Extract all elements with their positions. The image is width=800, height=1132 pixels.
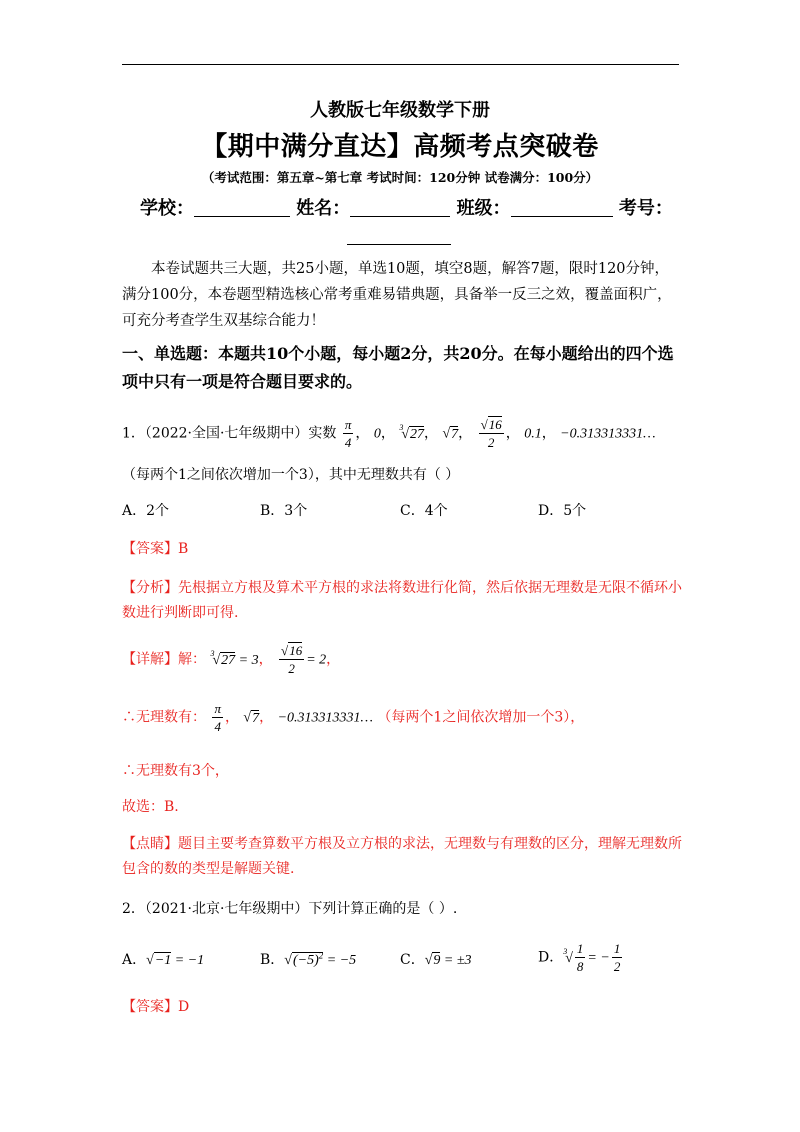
q1-analysis: 【分析】先根据立方根及算术平方根的求法将数进行化简，然后依据无理数是无限不循环小数进行判断即可得. — [122, 580, 682, 621]
q1-irrational-list: ∴无理数有： $\frac{\pi}{4}$ ， √7， −0.313313331… （每两个1之间依次增加一个3）， — [122, 701, 585, 734]
question-1-line2: （每两个1之间依次增加一个3），其中无理数共有（ ） — [122, 467, 460, 483]
q1-option-b: B．3个 — [260, 503, 308, 519]
school-label: 学校： — [140, 198, 194, 219]
fraction-sqrt16-over-2: $\frac{√16}{2}$ — [480, 417, 502, 450]
cube-root-27-eq: $^3$√27 = 3 — [210, 648, 259, 668]
header-rule — [122, 64, 679, 65]
fraction-pi-over-4: $\frac{\pi}{4}$ — [344, 417, 352, 450]
q1-option-a: A．2个 — [122, 503, 170, 519]
q1-option-c: C．4个 — [400, 503, 448, 519]
sqrt-7: √7 — [442, 426, 459, 442]
q1-detail: 【详解】解： $^3$√27 = 3， $\frac{√16}{2}$ = 2， — [122, 643, 341, 676]
q2-option-a: A．√−1 = −1 — [122, 952, 205, 968]
name-blank — [350, 198, 450, 217]
class-label: 班级： — [456, 198, 511, 219]
q1-choose: 故选：B. — [122, 799, 179, 815]
q1-count: ∴无理数有3个， — [122, 763, 229, 779]
q1-prefix: 1．（2022·全国·七年级期中）实数 — [122, 425, 337, 442]
q1-answer: 【答案】B — [122, 541, 189, 557]
class-blank — [511, 198, 613, 217]
fraction-pi-over-4-ans: $\frac{\pi}{4}$ — [214, 701, 221, 734]
q2-answer: 【答案】D — [122, 999, 190, 1015]
q2-option-c: C．√9 = ±3 — [400, 952, 472, 968]
q1-option-d: D．5个 — [538, 503, 587, 519]
intro-paragraph: 本卷试题共三大题，共25小题，单选10题，填空8题，解答7题，限时120分钟，满分100分，本卷题型精选核心常考重难易错典题，具备举一反三之效，覆盖面积广，可充分考查学生双基综合能力！ — [122, 261, 672, 329]
repeating-number-ans: −0.313313331… — [277, 710, 373, 726]
q2-option-b: B．$√(-5)^2 = -5$ — [260, 950, 357, 968]
paper-title: 【期中满分直达】高频考点突破卷 — [201, 132, 599, 162]
question-2-stem: 2．（2021·北京·七年级期中）下列计算正确的是（ ）. — [122, 901, 458, 917]
fraction-1-over-8: $\frac{1}{8}$ — [576, 941, 584, 974]
exam-scope: （考试范围：第五章~第七章 考试时间：120分钟 试卷满分：100分） — [201, 170, 599, 185]
cube-root-27: $^3$√27 — [399, 422, 424, 442]
student-info-line — [140, 194, 673, 220]
number-label: 考号： — [618, 198, 673, 219]
paper-subtitle: 人教版七年级数学下册 — [310, 100, 490, 121]
zero: 0 — [373, 426, 381, 442]
sqrt16-over-2-eq: $\frac{√16}{2}$ — [281, 643, 303, 676]
school-blank — [194, 198, 290, 217]
repeating-number: −0.313313331… — [560, 426, 656, 442]
fraction-1-over-2: $\frac{1}{2}$ — [613, 941, 621, 974]
name-label: 姓名： — [296, 198, 351, 219]
zero-point-one: 0.1 — [524, 426, 542, 442]
q1-comment: 【点睛】题目主要考查算数平方根及立方根的求法，无理数与有理数的区分，理解无理数所包含的数的类型是解题关键. — [122, 836, 682, 877]
question-1-stem: 1．（2022·全国·七年级期中）实数 $\frac{\pi}{4}$ ， 0， $^3$√27， √7， $\frac{√16}{2}$ ， 0.1， −0.313313331… — [122, 417, 656, 450]
sqrt-7-ans: √7 — [243, 710, 260, 726]
number-blank — [347, 244, 451, 245]
section-heading: 一、单选题：本题共10个小题，每小题2分，共20分。在每小题给出的四个选项中只有一项是符合题目要求的。 — [122, 344, 674, 391]
q2-option-d: D．$^3$√ $\frac{1}{8}$ = − $\frac{1}{2}$ — [538, 941, 621, 974]
